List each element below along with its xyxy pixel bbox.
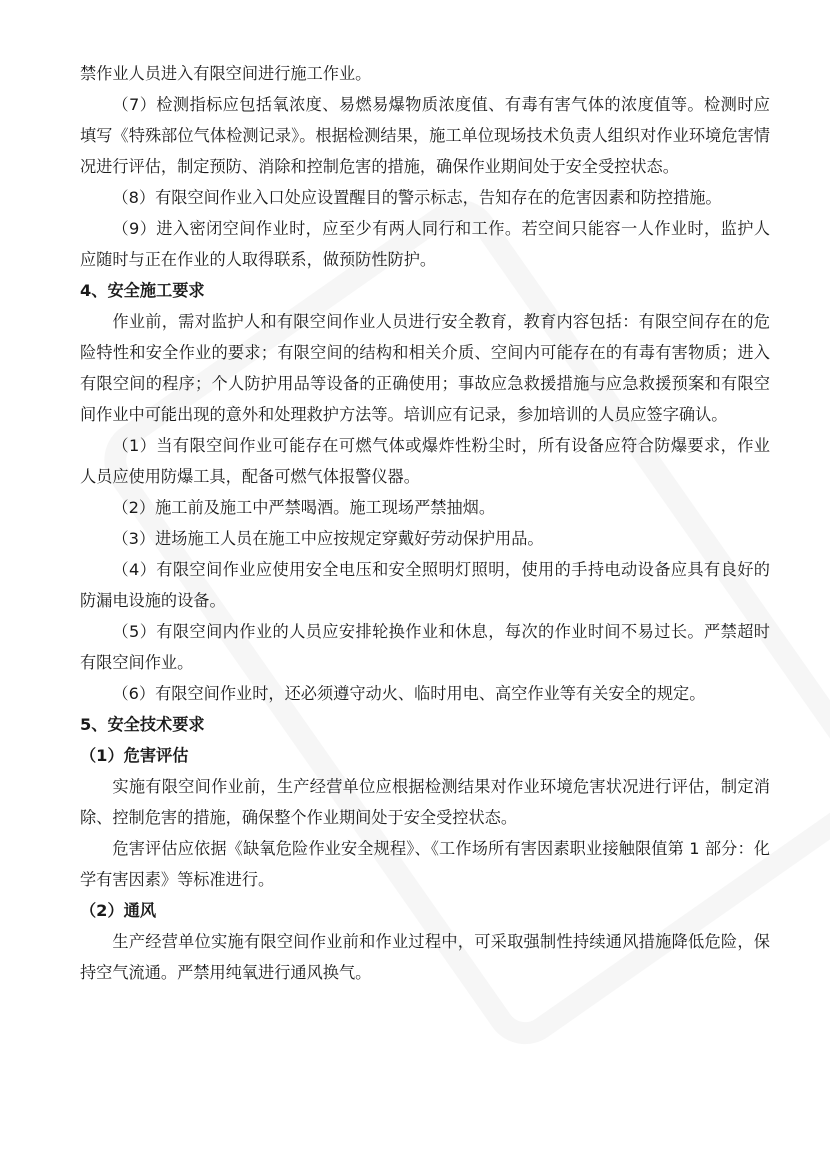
hazard-assessment-para-2: 危害评估应依据《缺氧危险作业安全规程》、《工作场所有害因素职业接触限值第 1 部分：化学有害因素》等标准进行。 <box>80 839 770 889</box>
document-page <box>80 58 770 988</box>
hazard-assessment-para-1: 实施有限空间作业前，生产经营单位应根据检测结果对作业环境危害状况进行评估，制定消除、控制危害的措施，确保整个作业期间处于安全受控状态。 <box>80 777 770 827</box>
paragraph-item-7: （7）检测指标应包括氧浓度、易燃易爆物质浓度值、有毒有害气体的浓度值等。检测时应填写《特殊部位气体检测记录》。根据检测结果，施工单位现场技术负责人组织对作业环境危害情况进行评估，制定预防、消除和控制危害的措施，确保作业期间处于安全受控状态。 <box>80 95 770 176</box>
paragraph-item-9: （9）进入密闭空间作业时，应至少有两人同行和工作。若空间只能容一人作业时，监护人应随时与正在作业的人取得联系，做预防性防护。 <box>80 219 770 269</box>
subheading-hazard-assessment: （1）危害评估 <box>80 746 189 765</box>
ventilation-para: 生产经营单位实施有限空间作业前和作业过程中，可采取强制性持续通风措施降低危险，保持空气流通。严禁用纯氧进行通风换气。 <box>80 932 770 982</box>
section-4-item-6: （6）有限空间作业时，还必须遵守动火、临时用电、高空作业等有关安全的规定。 <box>112 684 706 703</box>
paragraph-continued: 禁作业人员进入有限空间进行施工作业。 <box>80 64 372 83</box>
paragraph-item-8: （8）有限空间作业入口处应设置醒目的警示标志，告知存在的危害因素和防控措施。 <box>112 188 722 207</box>
section-4-item-5: （5）有限空间内作业的人员应安排轮换作业和休息，每次的作业时间不易过长。严禁超时有限空间作业。 <box>80 622 770 672</box>
section-heading-5: 5、安全技术要求 <box>80 715 205 734</box>
section-4-item-2: （2）施工前及施工中严禁喝酒。施工现场严禁抽烟。 <box>112 498 496 517</box>
subheading-ventilation: （2）通风 <box>80 901 157 920</box>
section-4-item-1: （1）当有限空间作业可能存在可燃气体或爆炸性粉尘时，所有设备应符合防爆要求，作业人员应使用防爆工具，配备可燃气体报警仪器。 <box>80 436 770 486</box>
section-heading-4: 4、安全施工要求 <box>80 281 205 300</box>
section-4-item-4: （4）有限空间作业应使用安全电压和安全照明灯照明，使用的手持电动设备应具有良好的防漏电设施的设备。 <box>80 560 770 610</box>
section-4-intro: 作业前，需对监护人和有限空间作业人员进行安全教育，教育内容包括：有限空间存在的危险特性和安全作业的要求；有限空间的结构和相关介质、空间内可能存在的有毒有害物质；进入有限空间的程序；个人防护用品等设备的正确使用；事故应急救援措施与应急救援预案和有限空间作业中可能出现的意外和处理救护方法等。培训应有记录，参加培训的人员应签字确认。 <box>80 312 770 424</box>
section-4-item-3: （3）进场施工人员在施工中应按规定穿戴好劳动保护用品。 <box>112 529 544 548</box>
